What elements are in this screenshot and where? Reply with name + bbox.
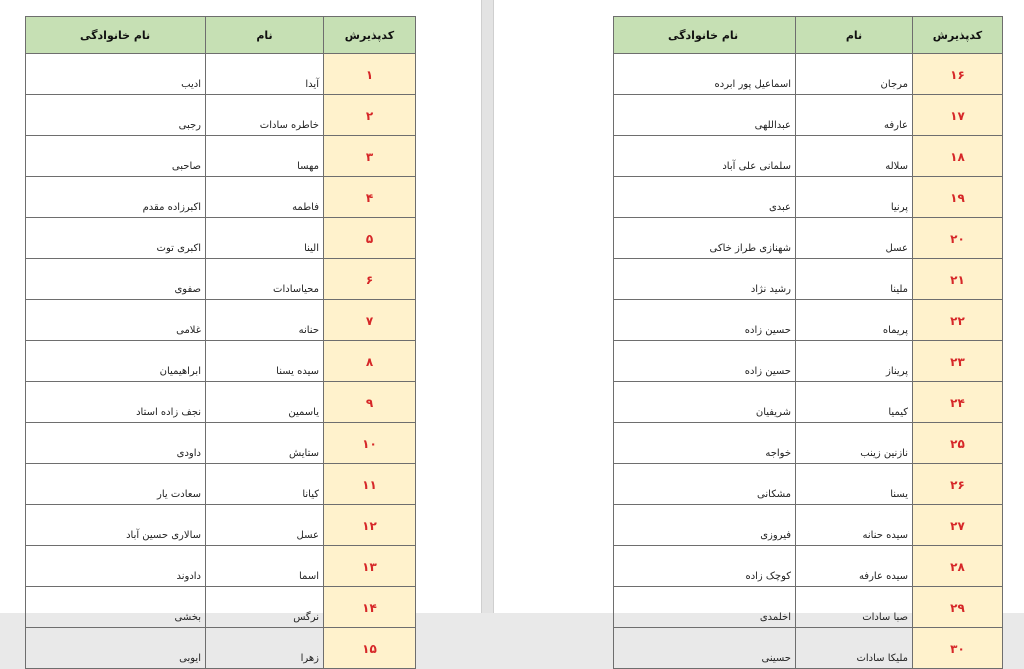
family-name-cell: سالاری حسین آباد <box>26 505 206 546</box>
family-name-cell: ایوبی <box>26 628 206 669</box>
header-family: نام خانوادگی <box>614 17 796 54</box>
admission-code-cell: ۲۷ <box>913 505 1003 546</box>
table-row <box>26 341 416 382</box>
family-name-cell: اسماعیل پور ابرده <box>614 54 796 95</box>
admission-code-cell: ۱۶ <box>913 54 1003 95</box>
family-name-cell: کوچک زاده <box>614 546 796 587</box>
table-row <box>614 54 1003 95</box>
admission-code-cell: ۷ <box>324 300 416 341</box>
first-name-cell: حنانه <box>206 300 324 341</box>
table-row <box>614 95 1003 136</box>
family-name-cell: حسین زاده <box>614 341 796 382</box>
table-row <box>26 300 416 341</box>
table-header-row <box>26 17 416 54</box>
first-name-cell: سیده یسنا <box>206 341 324 382</box>
first-name-cell: ستایش <box>206 423 324 464</box>
first-name-cell: عسل <box>796 218 913 259</box>
family-name-cell: داودی <box>26 423 206 464</box>
family-name-cell: فیروزی <box>614 505 796 546</box>
admission-code-cell: ۱۳ <box>324 546 416 587</box>
admission-code-cell: ۱۱ <box>324 464 416 505</box>
family-name-cell: غلامی <box>26 300 206 341</box>
family-name-cell: عبداللهی <box>614 95 796 136</box>
first-name-cell: مهسا <box>206 136 324 177</box>
first-name-cell: فاطمه <box>206 177 324 218</box>
first-name-cell: خاطره سادات <box>206 95 324 136</box>
admission-code-cell: ۱۴ <box>324 587 416 628</box>
first-name-cell: ملیکا سادات <box>796 628 913 669</box>
table-row <box>26 382 416 423</box>
table-row <box>26 505 416 546</box>
admission-code-cell: ۴ <box>324 177 416 218</box>
admission-code-cell: ۱۸ <box>913 136 1003 177</box>
table-row <box>614 505 1003 546</box>
table-body-right <box>614 54 1003 669</box>
student-table-left <box>25 16 416 669</box>
family-name-cell: صفوی <box>26 259 206 300</box>
table-row <box>26 464 416 505</box>
family-name-cell: اخلمدی <box>614 587 796 628</box>
admission-code-cell: ۹ <box>324 382 416 423</box>
table-row <box>614 136 1003 177</box>
header-code: کدپذیرش <box>324 17 416 54</box>
document-page-right <box>494 0 1024 664</box>
admission-code-cell: ۱۰ <box>324 423 416 464</box>
first-name-cell: کیمیا <box>796 382 913 423</box>
family-name-cell: شریفیان <box>614 382 796 423</box>
table-row <box>614 177 1003 218</box>
family-name-cell: اکبرزاده مقدم <box>26 177 206 218</box>
first-name-cell: سیده حنانه <box>796 505 913 546</box>
admission-code-cell: ۲۰ <box>913 218 1003 259</box>
first-name-cell: محیاسادات <box>206 259 324 300</box>
admission-code-cell: ۲۱ <box>913 259 1003 300</box>
family-name-cell: حسین زاده <box>614 300 796 341</box>
header-name: نام <box>206 17 324 54</box>
first-name-cell: زهرا <box>206 628 324 669</box>
table-row <box>614 423 1003 464</box>
family-name-cell: سعادت یار <box>26 464 206 505</box>
family-name-cell: مشکانی <box>614 464 796 505</box>
family-name-cell: رشید نژاد <box>614 259 796 300</box>
table-row <box>26 54 416 95</box>
admission-code-cell: ۱۹ <box>913 177 1003 218</box>
first-name-cell: پرنیا <box>796 177 913 218</box>
first-name-cell: عسل <box>206 505 324 546</box>
admission-code-cell: ۳۰ <box>913 628 1003 669</box>
admission-code-cell: ۲۵ <box>913 423 1003 464</box>
table-row <box>26 177 416 218</box>
admission-code-cell: ۲۳ <box>913 341 1003 382</box>
family-name-cell: ابراهیمیان <box>26 341 206 382</box>
first-name-cell: یسنا <box>796 464 913 505</box>
first-name-cell: مرجان <box>796 54 913 95</box>
first-name-cell: ملینا <box>796 259 913 300</box>
admission-code-cell: ۲ <box>324 95 416 136</box>
table-row <box>26 95 416 136</box>
first-name-cell: عارفه <box>796 95 913 136</box>
family-name-cell: اکبری توت <box>26 218 206 259</box>
table-row <box>614 382 1003 423</box>
page-gutter <box>481 0 494 613</box>
admission-code-cell: ۶ <box>324 259 416 300</box>
first-name-cell: آیدا <box>206 54 324 95</box>
table-row <box>26 587 416 628</box>
table-row <box>614 546 1003 587</box>
family-name-cell: سلمانی علی آباد <box>614 136 796 177</box>
family-name-cell: صاحبی <box>26 136 206 177</box>
table-row <box>614 464 1003 505</box>
first-name-cell: سلاله <box>796 136 913 177</box>
table-row <box>26 628 416 669</box>
first-name-cell: پریماه <box>796 300 913 341</box>
first-name-cell: کیانا <box>206 464 324 505</box>
family-name-cell: دادوند <box>26 546 206 587</box>
header-code: کدپذیرش <box>913 17 1003 54</box>
family-name-cell: رجبی <box>26 95 206 136</box>
admission-code-cell: ۳ <box>324 136 416 177</box>
admission-code-cell: ۲۸ <box>913 546 1003 587</box>
document-page-left <box>0 0 481 664</box>
table-row <box>614 341 1003 382</box>
admission-code-cell: ۲۹ <box>913 587 1003 628</box>
admission-code-cell: ۱ <box>324 54 416 95</box>
first-name-cell: نرگس <box>206 587 324 628</box>
header-family: نام خانوادگی <box>26 17 206 54</box>
table-row <box>614 587 1003 628</box>
table-row <box>614 300 1003 341</box>
family-name-cell: ادیب <box>26 54 206 95</box>
family-name-cell: نجف زاده استاد <box>26 382 206 423</box>
first-name-cell: یاسمین <box>206 382 324 423</box>
admission-code-cell: ۸ <box>324 341 416 382</box>
first-name-cell: الینا <box>206 218 324 259</box>
family-name-cell: عبدی <box>614 177 796 218</box>
student-table-right <box>613 16 1003 669</box>
table-row <box>26 546 416 587</box>
table-row <box>26 136 416 177</box>
table-header-row <box>614 17 1003 54</box>
first-name-cell: نازنین زینب <box>796 423 913 464</box>
first-name-cell: سیده عارفه <box>796 546 913 587</box>
header-name: نام <box>796 17 913 54</box>
admission-code-cell: ۱۵ <box>324 628 416 669</box>
admission-code-cell: ۲۲ <box>913 300 1003 341</box>
admission-code-cell: ۲۶ <box>913 464 1003 505</box>
family-name-cell: خواجه <box>614 423 796 464</box>
first-name-cell: پریناز <box>796 341 913 382</box>
table-row <box>26 423 416 464</box>
table-row <box>26 259 416 300</box>
table-row <box>26 218 416 259</box>
family-name-cell: حسینی <box>614 628 796 669</box>
table-body-left <box>26 54 416 669</box>
admission-code-cell: ۱۲ <box>324 505 416 546</box>
admission-code-cell: ۲۴ <box>913 382 1003 423</box>
first-name-cell: صبا سادات <box>796 587 913 628</box>
table-row <box>614 259 1003 300</box>
family-name-cell: بخشی <box>26 587 206 628</box>
admission-code-cell: ۵ <box>324 218 416 259</box>
admission-code-cell: ۱۷ <box>913 95 1003 136</box>
table-row <box>614 628 1003 669</box>
family-name-cell: شهنازی طراز خاکی <box>614 218 796 259</box>
first-name-cell: اسما <box>206 546 324 587</box>
table-row <box>614 218 1003 259</box>
